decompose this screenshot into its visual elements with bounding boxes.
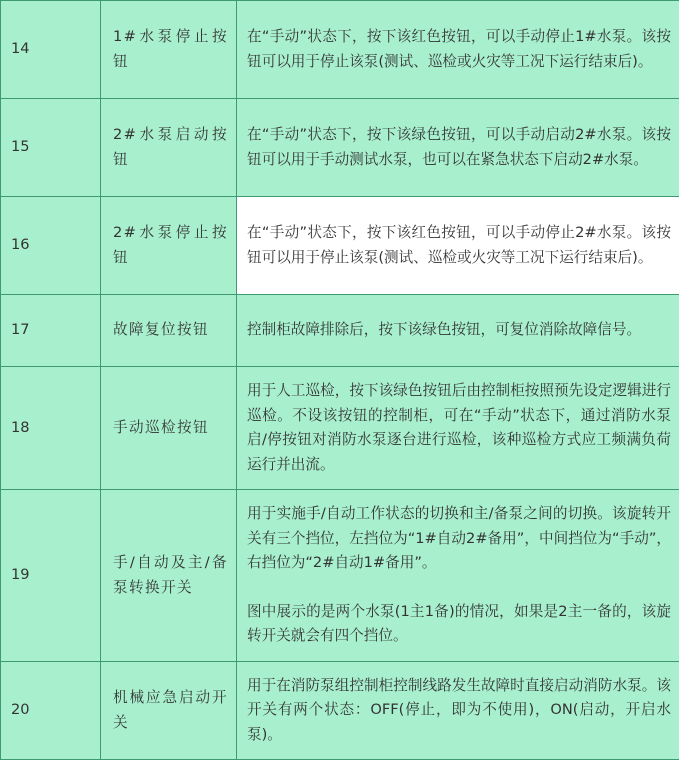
row-number: 15 bbox=[1, 99, 101, 197]
control-description: 在“手动”状态下，按下该红色按钮，可以手动停止1#水泵。该按钮可以用于停止该泵(测试、巡检或火灾等工况下运行结束后)。 bbox=[237, 1, 679, 99]
row-number: 18 bbox=[1, 367, 101, 490]
table-row bbox=[1, 295, 679, 367]
control-name: 手动巡检按钮 bbox=[101, 367, 237, 490]
table-row bbox=[1, 1, 679, 99]
row-number: 20 bbox=[1, 662, 101, 760]
row-number: 14 bbox=[1, 1, 101, 99]
table-row bbox=[1, 662, 679, 760]
control-description: 控制柜故障排除后，按下该绿色按钮，可复位消除故障信号。 bbox=[237, 295, 679, 367]
description-paragraph: 图中展示的是两个水泵(1主1备)的情况，如果是2主一备的，该旋转开关就会有四个挡位。 bbox=[247, 602, 671, 645]
control-name: 2#水泵启动按钮 bbox=[101, 99, 237, 197]
control-description: 在“手动”状态下，按下该红色按钮，可以手动停止2#水泵。该按钮可以用于停止该泵(测试、巡检或火灾等工况下运行结束后)。 bbox=[237, 197, 679, 295]
table-row bbox=[1, 99, 679, 197]
control-description: 用于在消防泵组控制柜控制线路发生故障时直接启动消防水泵。该开关有两个状态：OFF(停止，即为不使用)，ON(启动，开启水泵)。 bbox=[237, 662, 679, 760]
control-name: 故障复位按钮 bbox=[101, 295, 237, 367]
control-description: 在“手动”状态下，按下该绿色按钮，可以手动启动2#水泵。该按钮可以用于手动测试水泵，也可以在紧急状态下启动2#水泵。 bbox=[237, 99, 679, 197]
row-number: 19 bbox=[1, 490, 101, 662]
table-row bbox=[1, 367, 679, 490]
control-name: 机械应急启动开关 bbox=[101, 662, 237, 760]
table-row bbox=[1, 490, 679, 662]
description-paragraph: 用于实施手/自动工作状态的切换和主/备泵之间的切换。该旋转开关有三个挡位，左挡位为“1#自动2#备用”，中间挡位为“手动”，右挡位为“2#自动1#备用”。 bbox=[247, 505, 671, 572]
row-number: 17 bbox=[1, 295, 101, 367]
control-description bbox=[237, 490, 679, 662]
control-description: 用于人工巡检，按下该绿色按钮后由控制柜按照预先设定逻辑进行巡检。不设该按钮的控制柜，可在“手动”状态下，通过消防水泵启/停按钮对消防水泵逐台进行巡检，该种巡检方式应工频满负荷运行并出流。 bbox=[237, 367, 679, 490]
control-name: 1#水泵停止按钮 bbox=[101, 1, 237, 99]
row-number: 16 bbox=[1, 197, 101, 295]
control-name: 2#水泵停止按钮 bbox=[101, 197, 237, 295]
table-row bbox=[1, 197, 679, 295]
control-name: 手/自动及主/备泵转换开关 bbox=[101, 490, 237, 662]
